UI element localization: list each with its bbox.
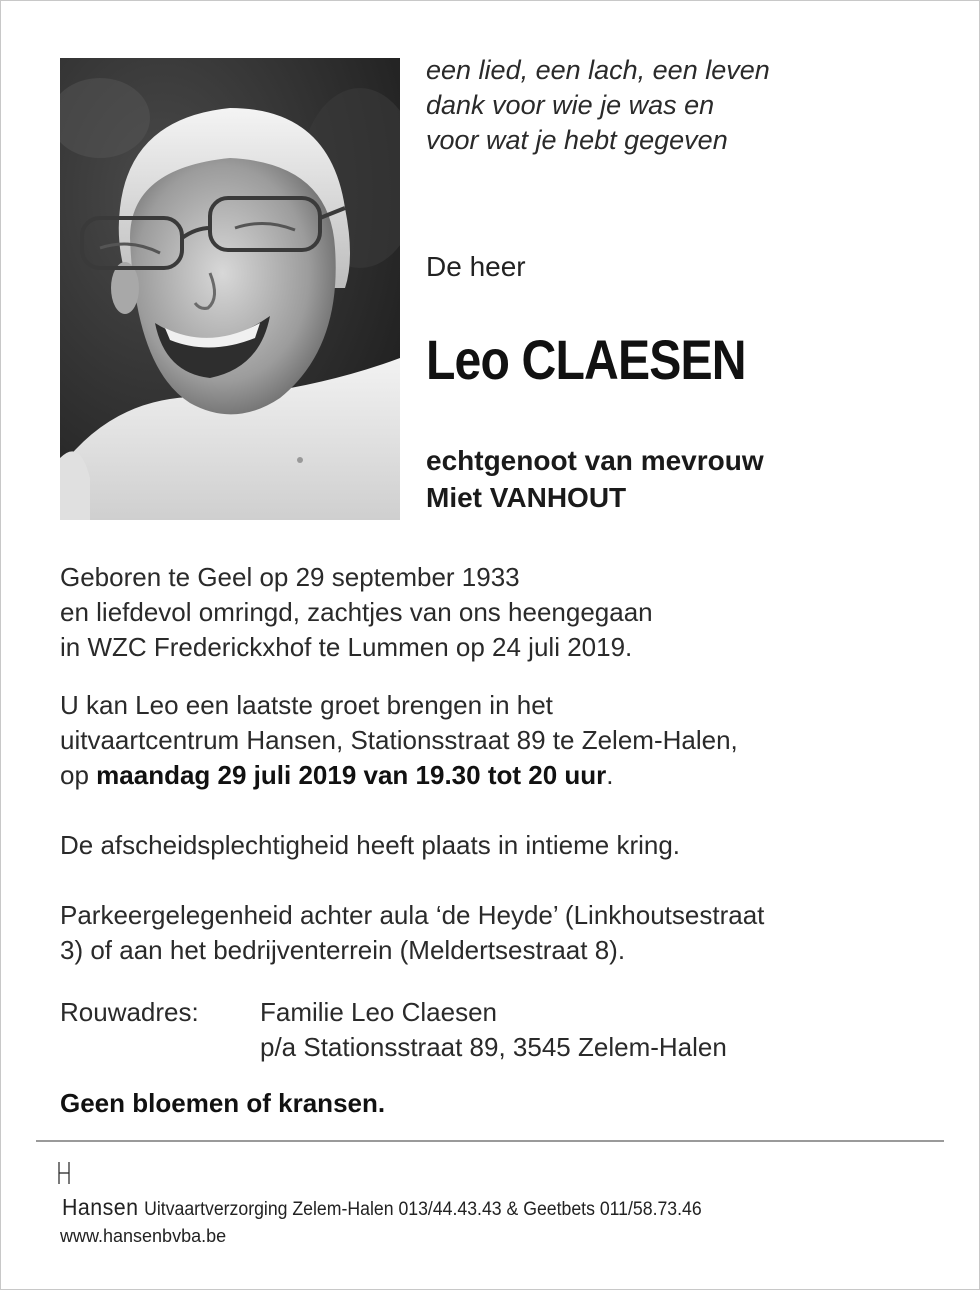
footer-divider: [36, 1140, 944, 1142]
text-line: en liefdevol omringd, zachtjes van ons heengegaan: [60, 597, 653, 627]
visitation-datetime: maandag 29 juli 2019 van 19.30 tot 20 uur: [96, 760, 607, 790]
birth-death-paragraph: [60, 560, 653, 665]
text-line: U kan Leo een laatste groet brengen in het: [60, 690, 553, 720]
website-link[interactable]: www.hansenbvba.be: [60, 1226, 227, 1246]
text-line: in WZC Frederickxhof te Lummen op 24 juli 2019.: [60, 632, 633, 662]
memorial-poem: [426, 53, 770, 158]
spouse-info: [426, 442, 764, 516]
parking-paragraph: [60, 898, 764, 968]
text-line: Geboren te Geel op 29 september 1933: [60, 562, 520, 592]
text-line: 3) of aan het bedrijventerrein (Meldertsestraat 8).: [60, 935, 626, 965]
text-line: uitvaartcentrum Hansen, Stationsstraat 89 te Zelem-Halen,: [60, 725, 738, 755]
text-fragment: .: [606, 760, 614, 790]
footer-info: [62, 1194, 702, 1221]
ceremony-paragraph: [60, 828, 680, 863]
poem-line: dank voor wie je was en: [426, 90, 715, 120]
address-line: p/a Stationsstraat 89, 3545 Zelem-Halen: [260, 1032, 727, 1062]
no-flowers-notice: Geen bloemen of kransen.: [60, 1088, 386, 1118]
address-line: Familie Leo Claesen: [260, 997, 498, 1027]
poem-line: voor wat je hebt gegeven: [426, 125, 728, 155]
deceased-name: Leo CLAESEN: [426, 328, 746, 391]
text-line: De afscheidsplechtigheid heeft plaats in intieme kring.: [60, 830, 681, 860]
text-fragment: op: [60, 760, 97, 790]
poem-line: een lied, een lach, een leven: [426, 55, 770, 85]
text-line: Parkeergelegenheid achter aula ‘de Heyde’ (Linkhoutsestraat: [60, 900, 765, 930]
portrait-photo: [60, 58, 400, 520]
text-line: [60, 758, 738, 793]
address-label: Rouwadres:: [60, 997, 199, 1027]
brand-name: Hansen: [62, 1194, 139, 1220]
title-prefix: De heer: [426, 251, 526, 282]
spouse-name: Miet VANHOUT: [426, 482, 627, 513]
visitation-paragraph: [60, 688, 738, 793]
spouse-line: echtgenoot van mevrouw: [426, 445, 764, 476]
funeral-home-details: Uitvaartverzorging Zelem-Halen 013/44.43.43 & Geetbets 011/58.73.46: [144, 1199, 702, 1220]
address-lines: [260, 995, 727, 1065]
